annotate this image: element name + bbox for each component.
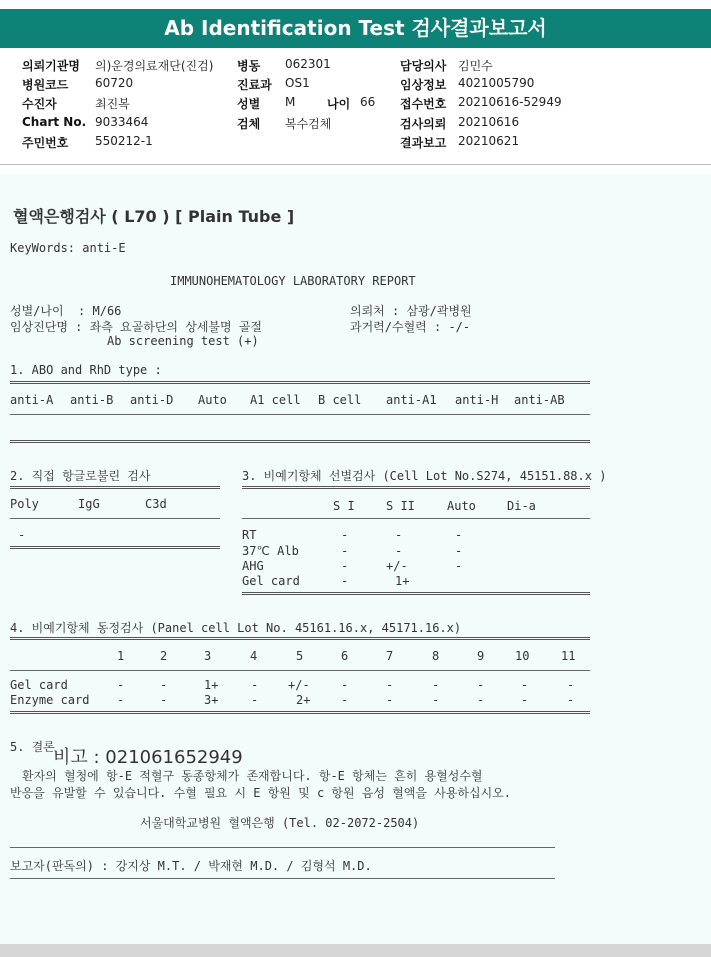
info-value: 의)운경의료재단(진검): [95, 59, 214, 73]
screen-cell: +/-: [386, 559, 408, 573]
panel-cell: 3+: [204, 693, 219, 707]
dat-col: IgG: [78, 497, 100, 511]
keywords: KeyWords: anti-E: [10, 241, 126, 255]
screen-cell: -: [341, 559, 349, 573]
panel-cell: -: [432, 693, 440, 707]
info-value: 20210621: [458, 134, 520, 148]
rule: [10, 414, 590, 415]
rule: [10, 847, 555, 848]
panel-row-name: Gel card: [10, 678, 68, 692]
patient-info-panel: [0, 55, 711, 155]
panel-cell: +/-: [288, 678, 310, 692]
info-value: 9033464: [95, 115, 149, 129]
screen-cell: 1+: [395, 574, 410, 588]
abo-col: anti-H: [455, 393, 499, 407]
screen-cell: -: [341, 528, 349, 542]
panel-col: 7: [386, 649, 394, 663]
panel-col: 10: [515, 649, 530, 663]
panel-col: 9: [477, 649, 485, 663]
panel-cell: -: [251, 678, 259, 692]
panel-cell: -: [386, 678, 394, 692]
panel-cell: -: [521, 693, 529, 707]
history: 과거력/수혈력 : -/-: [350, 320, 471, 334]
panel-cell: -: [567, 678, 575, 692]
panel-cell: -: [521, 678, 529, 692]
sex-age: 성별/나이 : M/66: [10, 304, 122, 318]
section4-title: 4. 비예기항체 동정검사 (Panel cell Lot No. 45161.16.x, 45171.16.x): [10, 621, 462, 635]
info-value: 550212-1: [95, 134, 153, 148]
dat-col: Poly: [10, 497, 39, 511]
info-value: 062301: [285, 57, 331, 71]
dat-col: C3d: [145, 497, 167, 511]
screen-row-name: 37℃ Alb: [242, 544, 299, 558]
info-label: 임상정보: [400, 78, 447, 92]
screen-col: S II: [386, 499, 415, 513]
dat-value: -: [18, 528, 26, 542]
panel-cell: -: [477, 693, 485, 707]
conclusion-line2: 반응을 유발할 수 있습니다. 수혈 필요 시 E 항원 및 c 항원 음성 혈액을 사용하십시오.: [10, 786, 511, 800]
rule: [242, 486, 590, 489]
info-label: 담당의사: [400, 59, 447, 73]
info-label: 검체: [237, 117, 261, 131]
info-label: 진료과: [237, 78, 272, 92]
info-label: 병원코드: [22, 78, 69, 92]
rule: [10, 711, 590, 714]
panel-col: 1: [117, 649, 125, 663]
info-label: 결과보고: [400, 136, 447, 150]
rule: [10, 670, 590, 671]
reporter: 보고자(판독의) : 강지상 M.T. / 박재현 M.D. / 김형석 M.D.: [10, 859, 372, 873]
rule: [242, 592, 590, 595]
info-label: 병동: [237, 59, 261, 73]
screen-cell: -: [395, 528, 403, 542]
abo-col: anti-AB: [514, 393, 565, 407]
panel-cell: -: [160, 678, 168, 692]
abo-col: Auto: [198, 393, 227, 407]
panel-cell: -: [251, 693, 259, 707]
abo-col: anti-A1: [386, 393, 437, 407]
panel-cell: 2+: [296, 693, 311, 707]
panel-col: 6: [341, 649, 349, 663]
lab-report-title: IMMUNOHEMATOLOGY LABORATORY REPORT: [170, 274, 416, 288]
screen-cell: -: [455, 559, 463, 573]
screen-cell: -: [455, 544, 463, 558]
panel-cell: -: [117, 678, 125, 692]
info-value: 66: [360, 95, 376, 109]
report-header-title: Ab Identification Test 검사결과보고서: [0, 9, 711, 48]
info-value: 김민수: [458, 59, 493, 73]
panel-row-name: Enzyme card: [10, 693, 90, 707]
abo-col: anti-D: [130, 393, 174, 407]
section1-title: 1. ABO and RhD type :: [10, 363, 162, 377]
rule: [10, 546, 220, 549]
section3-title: 3. 비예기항체 선별검사 (Cell Lot No.S274, 45151.88.x ): [242, 469, 607, 483]
info-label: 의뢰기관명: [22, 59, 80, 73]
screening-note: Ab screening test (+): [107, 334, 259, 348]
panel-cell: -: [477, 678, 485, 692]
abo-col: anti-A: [10, 393, 54, 407]
info-value: 20210616-52949: [458, 95, 562, 109]
info-label: 검사의뢰: [400, 117, 447, 131]
rule: [10, 440, 590, 443]
abo-col: anti-B: [70, 393, 114, 407]
screen-cell: -: [341, 574, 349, 588]
screen-col: Di-a: [507, 499, 536, 513]
panel-col: 8: [432, 649, 440, 663]
rule: [10, 518, 220, 519]
info-label: Chart No.: [22, 115, 87, 129]
diagnosis: 임상진단명 : 좌측 요골하단의 상세불명 골절: [10, 320, 263, 334]
info-label: 수진자: [22, 97, 57, 111]
info-value: 4021005790: [458, 76, 535, 90]
info-label: 성별: [237, 97, 261, 111]
panel-col: 3: [204, 649, 212, 663]
screen-row-name: RT: [242, 528, 257, 542]
rule: [10, 878, 555, 879]
screen-row-name: Gel card: [242, 574, 300, 588]
info-value: 최진복: [95, 97, 130, 111]
screen-row-name: AHG: [242, 559, 264, 573]
blood-bank: 서울대학교병원 혈액은행 (Tel. 02-2072-2504): [140, 816, 420, 830]
screen-col: Auto: [447, 499, 476, 513]
panel-cell: -: [386, 693, 394, 707]
panel-cell: -: [432, 678, 440, 692]
info-value: 60720: [95, 76, 134, 90]
section2-title: 2. 직접 항글로불린 검사: [10, 469, 151, 483]
panel-cell: -: [160, 693, 168, 707]
rule: [10, 486, 220, 489]
info-label: 나이: [327, 97, 351, 111]
screen-col: S I: [333, 499, 355, 513]
abo-col: B cell: [318, 393, 362, 407]
panel-col: 2: [160, 649, 168, 663]
info-value: OS1: [285, 76, 310, 90]
screen-cell: -: [395, 544, 403, 558]
info-label: 주민번호: [22, 136, 69, 150]
panel-cell: -: [117, 693, 125, 707]
info-value: 20210616: [458, 115, 520, 129]
rule: [10, 381, 590, 384]
info-label: 접수번호: [400, 97, 447, 111]
screen-cell: -: [455, 528, 463, 542]
bottom-bar: [0, 944, 711, 957]
conclusion-line1: 환자의 혈청에 항-E 적혈구 동종항체가 존재합니다. 항-E 항체는 흔히 용혈성수혈: [22, 769, 483, 783]
panel-cell: -: [341, 693, 349, 707]
header-divider: [0, 164, 711, 165]
rule: [242, 518, 590, 519]
remark: 비고 : 021061652949: [53, 747, 243, 768]
client: 의뢰처 : 삼광/곽병원: [350, 304, 472, 318]
panel-col: 4: [250, 649, 258, 663]
abo-col: A1 cell: [250, 393, 301, 407]
panel-cell: 1+: [204, 678, 219, 692]
panel-col: 11: [561, 649, 576, 663]
report-body: [0, 174, 711, 944]
info-value: 복수검체: [285, 117, 332, 131]
info-value: M: [285, 95, 296, 109]
panel-cell: -: [567, 693, 575, 707]
section5-title: 5. 결론: [10, 740, 55, 754]
rule: [10, 637, 590, 640]
screen-cell: -: [341, 544, 349, 558]
report-title: 혈액은행검사 ( L70 ) [ Plain Tube ]: [13, 207, 295, 226]
panel-cell: -: [341, 678, 349, 692]
panel-col: 5: [296, 649, 304, 663]
